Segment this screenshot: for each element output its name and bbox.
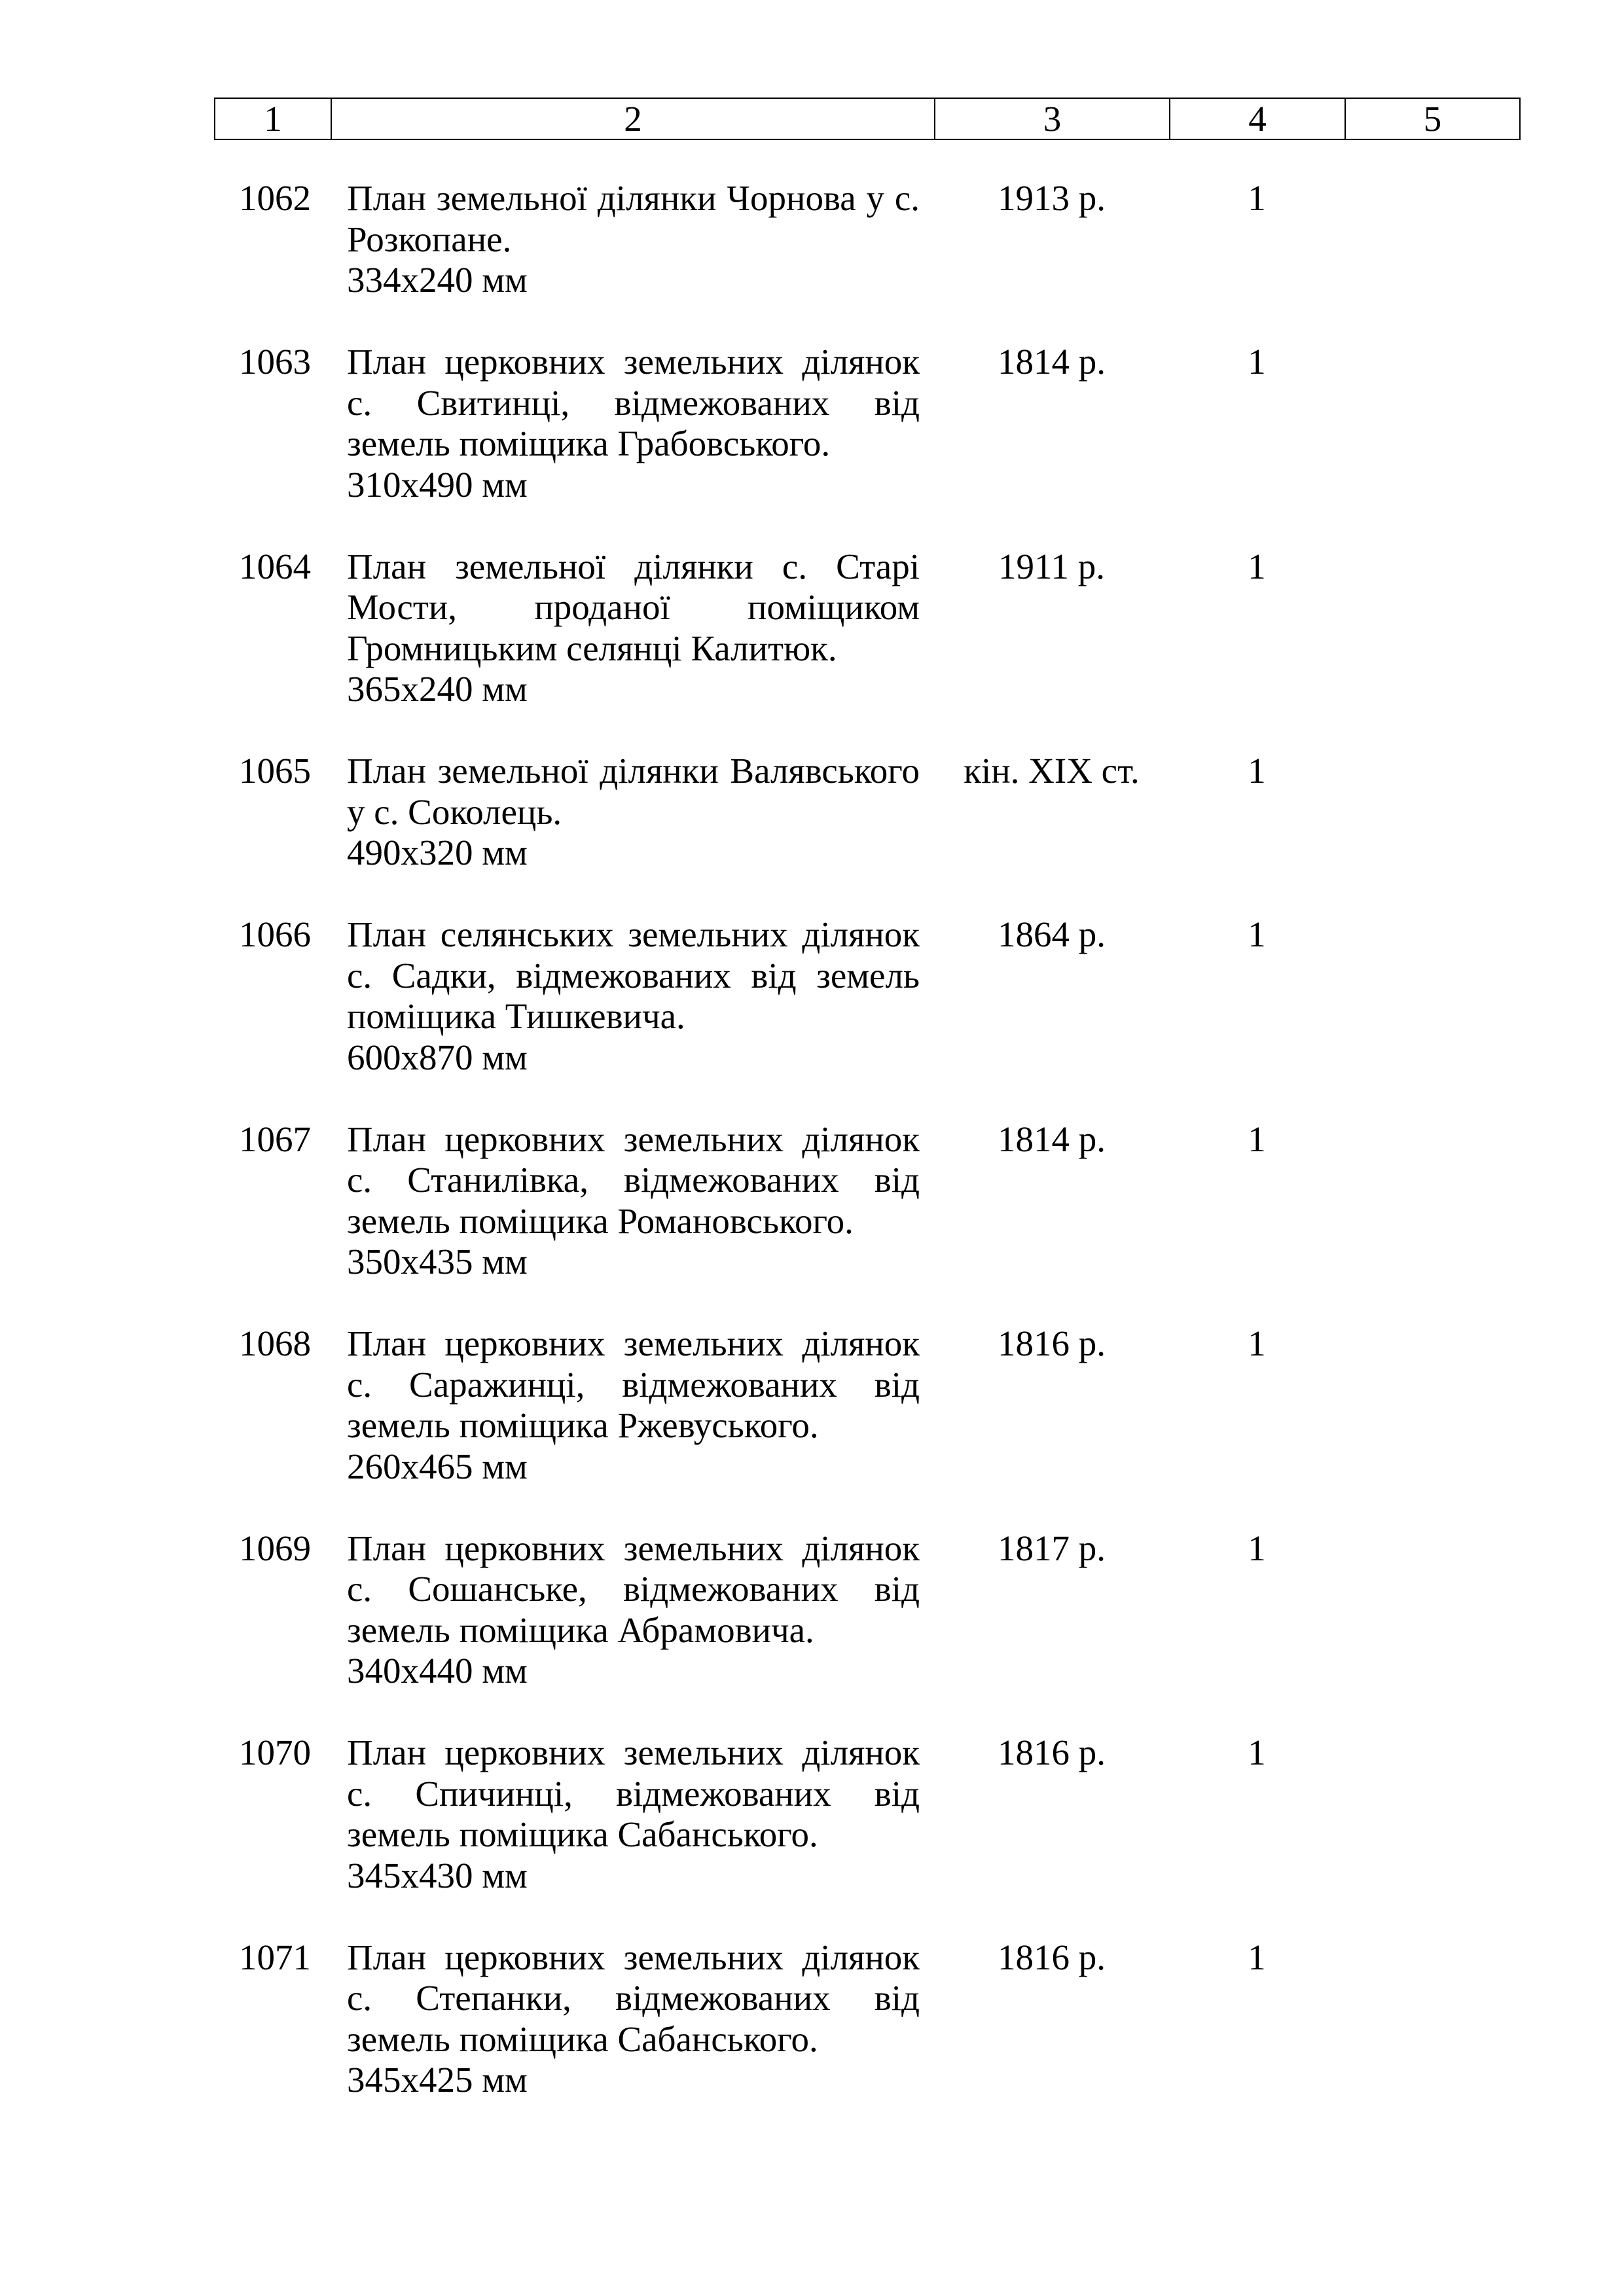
list-item	[0, 1937, 1624, 2101]
entry-count: 1	[1248, 342, 1266, 382]
entry-date: 1816 р.	[998, 1323, 1106, 1363]
list-item	[0, 178, 1624, 301]
list-item	[0, 914, 1624, 1078]
entry-number: 1062	[239, 178, 311, 218]
entry-count: 1	[1248, 914, 1266, 954]
entry-description: План церковних земельних ділянок с. Спичинці, відмежованих від земель поміщика Сабанського.	[347, 1732, 920, 1854]
entry-description: План земельної ділянки Чорнова у с. Розкопане.	[347, 178, 920, 259]
list-item	[0, 547, 1624, 710]
entry-date: 1814 р.	[998, 1119, 1106, 1159]
entry-number: 1066	[239, 914, 311, 954]
entry-number: 1070	[239, 1732, 311, 1772]
entry-dimensions: 365х240 мм	[347, 669, 528, 709]
entry-dimensions: 334х240 мм	[347, 260, 528, 300]
entry-date: 1913 р.	[998, 178, 1106, 218]
entry-description: План земельної ділянки Валявського у с. Соколець.	[347, 751, 920, 832]
entry-list	[0, 178, 1624, 2142]
list-item	[0, 1119, 1624, 1283]
entry-description-block	[347, 547, 920, 710]
entry-description: План селянських земельних ділянок с. Садки, відмежованих від земель поміщика Тишкевича.	[347, 914, 920, 1036]
column-header-row	[214, 98, 1521, 140]
entry-dimensions: 345х430 мм	[347, 1855, 528, 1895]
entry-dimensions: 345х425 мм	[347, 2060, 528, 2100]
entry-date: кін. XIX ст.	[964, 751, 1140, 791]
list-item	[0, 751, 1624, 874]
entry-description-block	[347, 1119, 920, 1283]
entry-dimensions: 260х465 мм	[347, 1446, 528, 1486]
list-item	[0, 1528, 1624, 1692]
entry-dimensions: 350х435 мм	[347, 1242, 528, 1282]
entry-description-block	[347, 1323, 920, 1487]
entry-description: План церковних земельних ділянок с. Свитинці, відмежованих від земель поміщика Грабовського.	[347, 342, 920, 463]
entry-description-block	[347, 914, 920, 1078]
entry-count: 1	[1248, 1323, 1266, 1363]
entry-description: План церковних земельних ділянок с. Степанки, відмежованих від земель поміщика Сабанського.	[347, 1937, 920, 2059]
entry-description: План церковних земельних ділянок с. Станилівка, відмежованих від земель поміщика Романовського.	[347, 1119, 920, 1241]
entry-number: 1071	[239, 1937, 311, 1977]
entry-number: 1068	[239, 1323, 311, 1363]
entry-dimensions: 340х440 мм	[347, 1651, 528, 1691]
entry-description: План церковних земельних ділянок с. Сошанське, відмежованих від земель поміщика Абрамовича.	[347, 1528, 920, 1650]
entry-dimensions: 490х320 мм	[347, 833, 528, 872]
entry-date: 1814 р.	[998, 342, 1106, 382]
entry-description-block	[347, 1528, 920, 1692]
entry-number: 1063	[239, 342, 311, 382]
entry-description-block	[347, 342, 920, 505]
entry-count: 1	[1248, 546, 1266, 586]
entry-number: 1067	[239, 1119, 311, 1159]
entry-count: 1	[1248, 1528, 1266, 1568]
column-header-1: 1	[215, 99, 332, 139]
entry-count: 1	[1248, 1732, 1266, 1772]
column-header-5: 5	[1423, 99, 1442, 139]
entry-count: 1	[1248, 1937, 1266, 1977]
entry-date: 1864 р.	[998, 914, 1106, 954]
entry-description-block	[347, 1937, 920, 2101]
entry-dimensions: 600х870 мм	[347, 1037, 528, 1077]
column-header-4: 4	[1170, 99, 1346, 139]
list-item	[0, 342, 1624, 505]
entry-number: 1065	[239, 751, 311, 791]
entry-description-block	[347, 1732, 920, 1896]
entry-date: 1817 р.	[998, 1528, 1106, 1568]
entry-description: План земельної ділянки с. Старі Мости, проданої поміщиком Громницьким селянці Калитюк.	[347, 546, 920, 668]
entry-number: 1069	[239, 1528, 311, 1568]
list-item	[0, 1732, 1624, 1896]
entry-date: 1816 р.	[998, 1937, 1106, 1977]
entry-description-block	[347, 178, 920, 301]
entry-count: 1	[1248, 751, 1266, 791]
column-header-3: 3	[935, 99, 1170, 139]
entry-description-block	[347, 751, 920, 874]
entry-count: 1	[1248, 178, 1266, 218]
entry-date: 1911 р.	[998, 546, 1105, 586]
list-item	[0, 1323, 1624, 1487]
entry-number: 1064	[239, 546, 311, 586]
entry-count: 1	[1248, 1119, 1266, 1159]
entry-description: План церковних земельних ділянок с. Саражинці, відмежованих від земель поміщика Ржевуського.	[347, 1323, 920, 1445]
entry-date: 1816 р.	[998, 1732, 1106, 1772]
column-header-2: 2	[332, 99, 935, 139]
entry-dimensions: 310х490 мм	[347, 464, 528, 505]
